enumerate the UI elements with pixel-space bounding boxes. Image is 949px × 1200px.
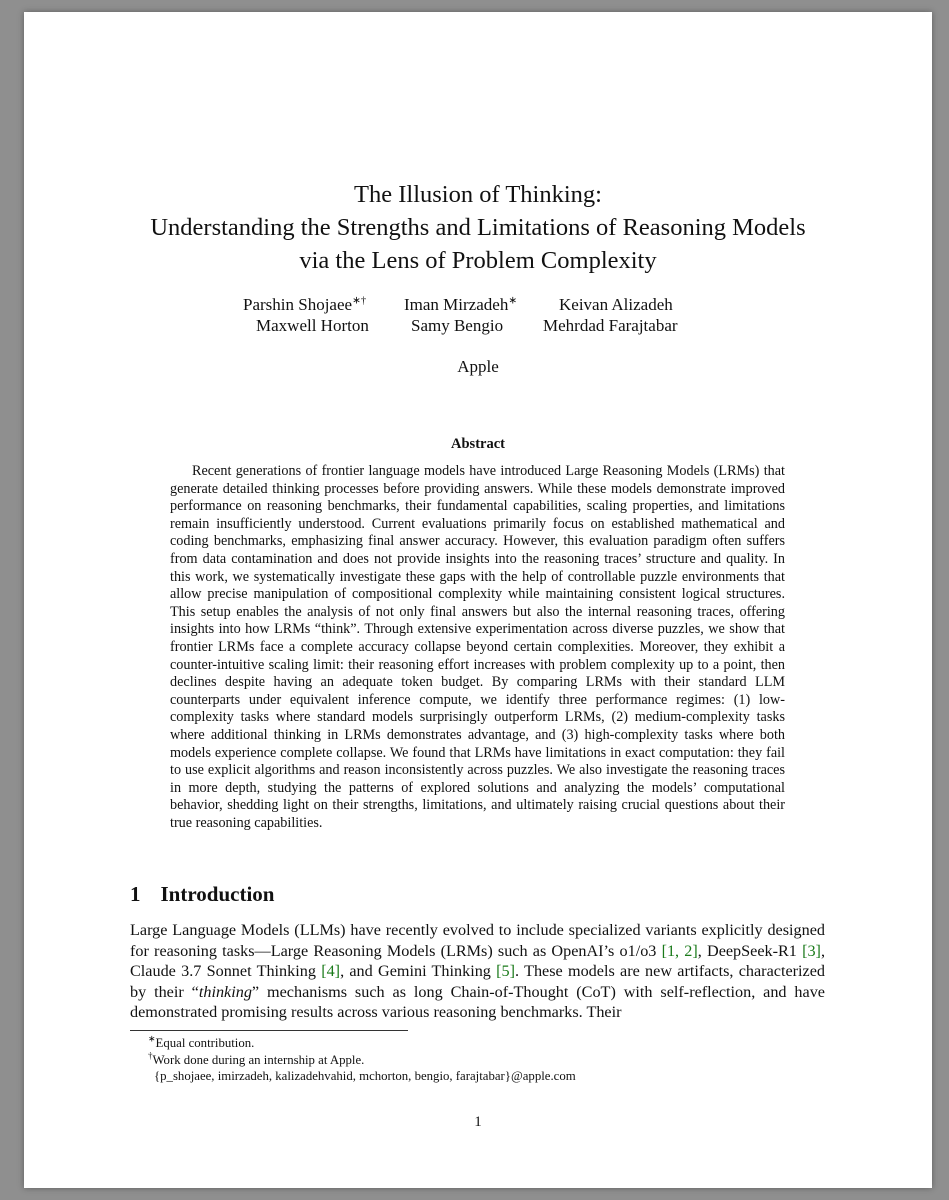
section-number: 1: [130, 882, 141, 906]
footnote-emails: {p_shojaee, imirzadeh, kalizadehvahid, mchorton, bengio, farajtabar}@apple.com: [154, 1069, 576, 1083]
citation-link-4[interactable]: [4]: [321, 962, 341, 980]
citation-link-5[interactable]: [5]: [496, 962, 516, 980]
author-2: Iman Mirzadeh∗: [404, 295, 518, 314]
title-line-3: via the Lens of Problem Complexity: [299, 247, 657, 274]
section-title: Introduction: [160, 882, 275, 906]
title-line-2: Understanding the Strengths and Limitations of Reasoning Models: [150, 214, 806, 241]
author-3: Keivan Alizadeh: [559, 295, 673, 314]
author-6: Mehrdad Farajtabar: [543, 316, 678, 335]
author-4: Maxwell Horton: [256, 316, 369, 335]
author-row-2: [24, 315, 932, 336]
footnote-divider: [130, 1030, 408, 1031]
footnote-1: ∗Equal contribution.: [148, 1033, 255, 1050]
author-5: Samy Bengio: [411, 316, 504, 335]
title-line-1: The Illusion of Thinking:: [354, 181, 602, 208]
emphasis-thinking: thinking: [198, 982, 252, 1001]
author-row-1: [24, 294, 932, 315]
footnote-2: †Work done during an internship at Apple.: [148, 1050, 365, 1067]
abstract-text: Recent generations of frontier language models have introduced Large Reasoning Models (LRMs) that generate detailed thinking processes before providing answers. While these models demonstrate improved performance on reasoning benchmarks, their fundamental capabilities, scaling properties, and limitations remain insufficiently understood. Current evaluations primarily focus on established mathematical and coding benchmarks, emphasizing final answer accuracy. However, this evaluation paradigm often suffers from data contamination and does not provide insights into the reasoning traces’ structure and quality. In this work, we systematically investigate these gaps with the help of controllable puzzle environments that allow precise manipulation of compositional complexity while maintaining consistent logical structures. This setup enables the analysis of not only final answers but also the internal reasoning traces, offering insights into how LRMs “think”. Through extensive experimentation across diverse puzzles, we show that frontier LRMs face a complete accuracy collapse beyond certain complexities. Moreover, they exhibit a counter-intuitive scaling limit: their reasoning effort increases with problem complexity up to a point, then declines despite having an adequate token budget. By comparing LRMs with their standard LLM counterparts under equivalent inference compute, we identify three performance regimes: (1) low-complexity tasks where standard models surprisingly outperform LRMs, (2) medium-complexity tasks where additional thinking in LRMs demonstrates advantage, and (3) high-complexity tasks where both models experience complete collapse. We found that LRMs have limitations in exact computation: they fail to use explicit algorithms and reason inconsistently across puzzles. We also investigate the reasoning traces in more depth, studying the patterns of explored solutions and analyzing the models’ computational behavior, shedding light on their strengths, limitations, and ultimately raising crucial questions about their true reasoning capabilities.: [170, 463, 785, 831]
paper-page: [24, 12, 932, 1188]
abstract-heading: Abstract: [451, 436, 505, 452]
author-1: Parshin Shojaee∗†: [243, 295, 367, 314]
footnotes: [148, 1035, 576, 1085]
intro-paragraph: Large Language Models (LLMs) have recently evolved to include specialized variants explicitly designed for reasoning tasks—Large Reasoning Models (LRMs) such as OpenAI’s o1/o3 [1, 2], DeepSeek-R1 [3], Claude 3.7 Sonnet Thinking [4], and Gemini Thinking [5]. These models are new artifacts, characterized by their “thinking” mechanisms such as long Chain-of-Thought (CoT) with self-reflection, and have demonstrated promising results across various reasoning benchmarks. Their: [130, 921, 825, 1021]
citation-link-3[interactable]: [3]: [802, 941, 821, 960]
paper-title: [24, 178, 932, 277]
page-number: 1: [474, 1114, 482, 1130]
author-block: [24, 294, 932, 336]
citation-link-1-2[interactable]: [1, 2]: [661, 941, 698, 960]
affiliation: Apple: [457, 357, 499, 376]
section-heading: [130, 882, 274, 907]
